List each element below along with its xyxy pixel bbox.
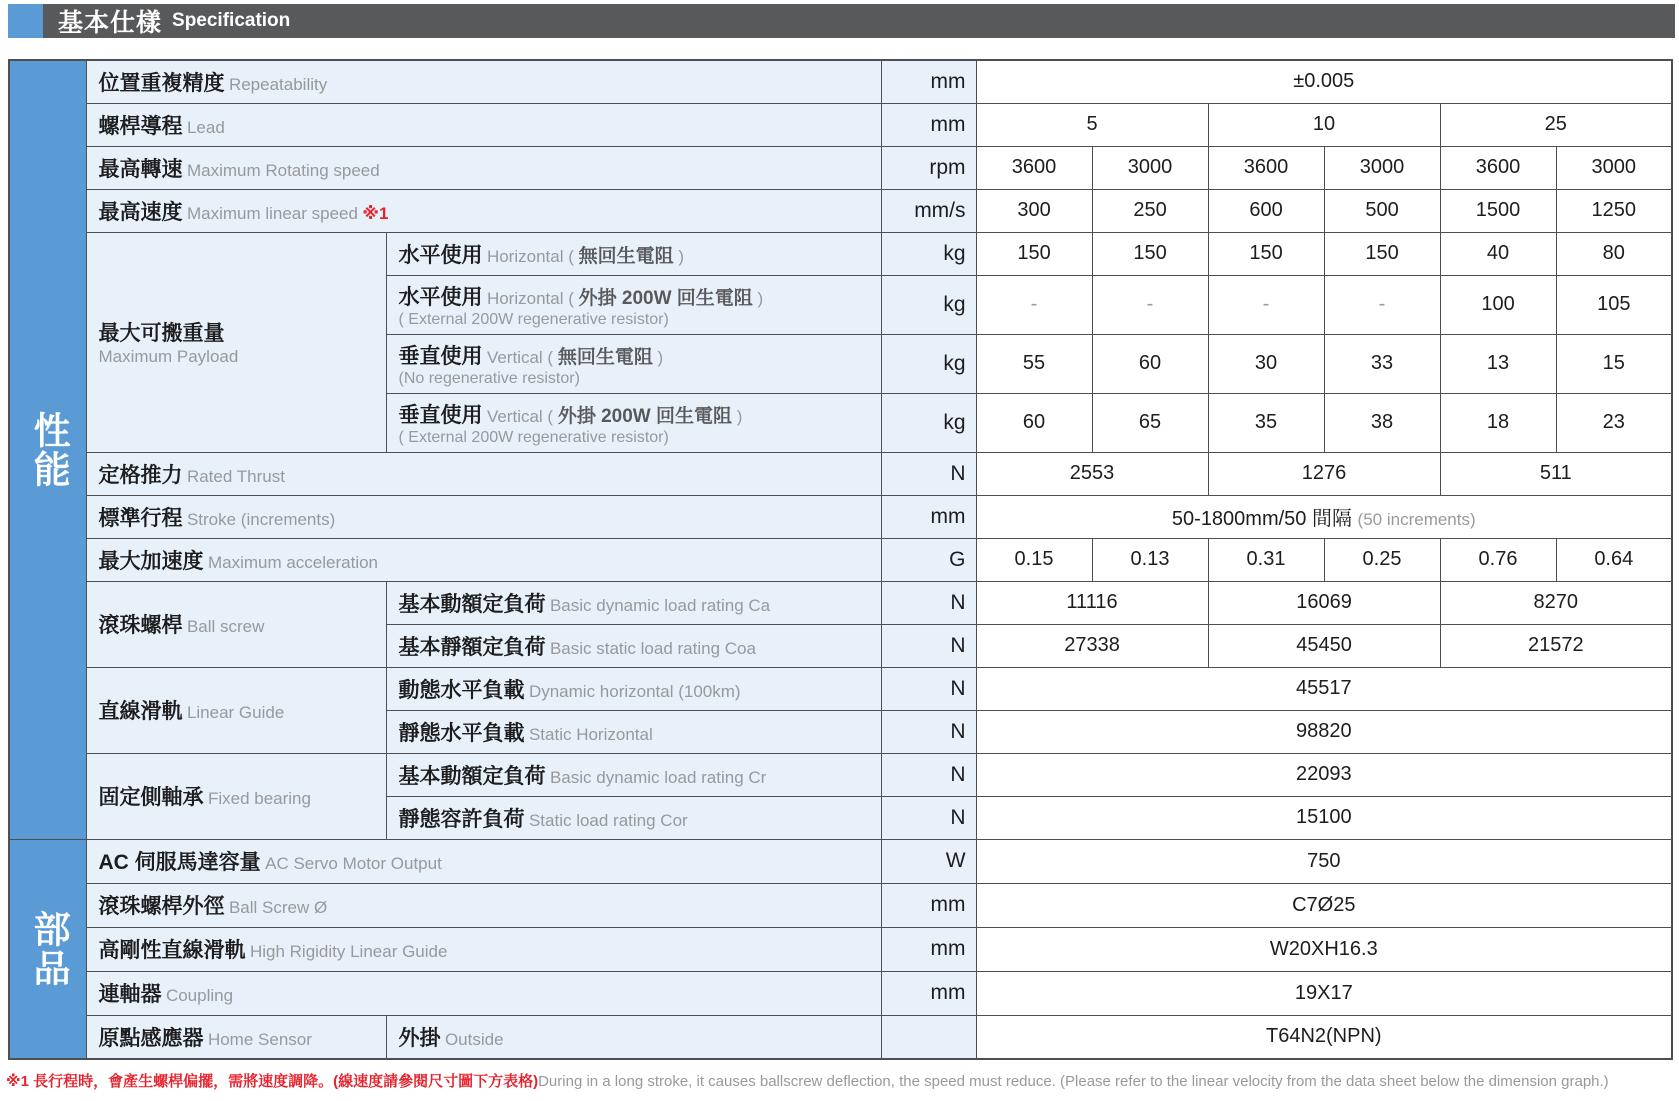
- label-en: AC Servo Motor Output: [265, 854, 442, 873]
- footnote-marker: ※1: [362, 203, 389, 223]
- table-row: [9, 883, 1672, 927]
- group-label-linear-guide: [86, 667, 386, 753]
- value-cell: -: [1092, 275, 1208, 334]
- value-cell: 150: [1208, 232, 1324, 275]
- label-zh: 最高速度: [98, 200, 183, 224]
- table-row: [9, 581, 1672, 624]
- value-cell: 65: [1092, 393, 1208, 452]
- value-cell: 45450: [1208, 624, 1440, 667]
- value-cell: 16069: [1208, 581, 1440, 624]
- label-en: ): [673, 246, 684, 266]
- label-line2: ( External 200W regenerative resistor): [398, 310, 669, 328]
- table-row: [9, 971, 1672, 1015]
- value-cell: 2553: [976, 452, 1208, 495]
- group-label-max-payload: [86, 232, 386, 452]
- label-en: Static Horizontal: [528, 724, 653, 744]
- label-en: Dynamic horizontal (100km): [528, 681, 741, 701]
- label-zh: 螺桿導程: [98, 114, 183, 138]
- page-title-zh: 基本仕樣: [58, 9, 163, 37]
- sublabel-static-load-cor: [386, 796, 881, 839]
- value-cell: W20XH16.3: [976, 927, 1672, 971]
- value-cell: [976, 495, 1672, 538]
- value-cell: 150: [1092, 232, 1208, 275]
- label-zh: 滾珠螺桿: [98, 614, 183, 637]
- footnote: [6, 1073, 1679, 1091]
- label-en: Horizontal (: [486, 288, 579, 308]
- table-row: [9, 667, 1672, 710]
- unit-cell: mm: [881, 883, 976, 927]
- stroke-value-sub: (50 increments): [1357, 510, 1476, 529]
- row-label-servo-output: [86, 839, 881, 883]
- table-row: [9, 538, 1672, 581]
- row-label-rated-thrust: [86, 452, 881, 495]
- label-line2: ( External 200W regenerative resistor): [398, 428, 669, 446]
- sublabel-vertical-no-regen: [386, 334, 881, 393]
- unit-cell: kg: [881, 232, 976, 275]
- unit-cell: N: [881, 581, 976, 624]
- row-label-stroke: [86, 495, 881, 538]
- value-cell: 3000: [1324, 146, 1440, 189]
- row-label-acceleration: [86, 538, 881, 581]
- unit-cell: mm: [881, 495, 976, 538]
- unit-cell: N: [881, 753, 976, 796]
- footnote-gray-text: During in a long stroke, it causes ballscrew deflection, the speed must reduce. (Please refer to the linear velocity from the data sheet below the dimension graph.): [538, 1073, 1609, 1090]
- row-label-lead: [86, 103, 881, 146]
- table-row: [9, 839, 1672, 883]
- page-title-en: Specification: [172, 10, 291, 31]
- title-main-bar: [43, 4, 1675, 38]
- label-en: Static load rating Cor: [528, 810, 688, 830]
- label-zh: 連軸器: [98, 983, 162, 1006]
- value-cell: 150: [1324, 232, 1440, 275]
- label-zh: 最高轉速: [98, 157, 183, 181]
- value-cell: 150: [976, 232, 1092, 275]
- value-cell: 40: [1440, 232, 1556, 275]
- label-en: Fixed bearing: [207, 789, 311, 808]
- value-cell: 5: [976, 103, 1208, 146]
- value-cell: 22093: [976, 753, 1672, 796]
- unit-cell: [881, 1015, 976, 1059]
- label-zh-inner: 無回生電阻: [578, 245, 674, 267]
- unit-cell: G: [881, 538, 976, 581]
- value-cell: 1276: [1208, 452, 1440, 495]
- label-en: Vertical (: [486, 347, 558, 367]
- value-cell: -: [976, 275, 1092, 334]
- label-en: Outside: [444, 1029, 504, 1049]
- value-cell: 55: [976, 334, 1092, 393]
- group-label-fixed-bearing: [86, 753, 386, 839]
- value-cell: 25: [1440, 103, 1672, 146]
- value-cell: 0.25: [1324, 538, 1440, 581]
- value-cell: 3600: [1440, 146, 1556, 189]
- label-zh: 標準行程: [98, 506, 183, 530]
- label-zh: 垂直使用: [398, 403, 483, 427]
- row-label-coupling: [86, 971, 881, 1015]
- label-zh: 高剛性直線滑軌: [98, 939, 246, 962]
- table-row: [9, 753, 1672, 796]
- value-cell: T64N2(NPN): [976, 1015, 1672, 1059]
- value-cell: 1500: [1440, 189, 1556, 232]
- row-label-home-sensor: [86, 1015, 386, 1059]
- label-en: Lead: [186, 117, 225, 137]
- label-en: ): [752, 288, 764, 308]
- label-zh: 直線滑軌: [98, 700, 183, 723]
- value-cell: 27338: [976, 624, 1208, 667]
- sublabel-dynamic-horizontal: [386, 667, 881, 710]
- unit-cell: mm: [881, 927, 976, 971]
- label-zh: 靜態水平負載: [398, 721, 525, 745]
- sublabel-dynamic-load-ca: [386, 581, 881, 624]
- value-cell: 45517: [976, 667, 1672, 710]
- label-zh: 水平使用: [398, 285, 483, 309]
- label-zh: 靜態容許負荷: [398, 807, 525, 831]
- row-label-rigidity-guide: [86, 927, 881, 971]
- stroke-value-main: 50-1800mm/50 間隔: [1171, 508, 1358, 530]
- unit-cell: mm/s: [881, 189, 976, 232]
- label-en: Ball Screw Ø: [228, 898, 328, 917]
- unit-cell: N: [881, 796, 976, 839]
- label-en: Basic static load rating Coa: [549, 638, 756, 658]
- value-cell: 0.76: [1440, 538, 1556, 581]
- label-en: Coupling: [165, 986, 234, 1005]
- label-en: Linear Guide: [186, 703, 285, 722]
- value-cell: 18: [1440, 393, 1556, 452]
- value-cell: 600: [1208, 189, 1324, 232]
- table-row: [9, 146, 1672, 189]
- value-cell: 8270: [1440, 581, 1672, 624]
- label-zh: 定格推力: [98, 463, 183, 487]
- value-cell: C7Ø25: [976, 883, 1672, 927]
- label-zh: 外掛: [398, 1026, 441, 1050]
- label-zh: 垂直使用: [398, 344, 483, 368]
- label-en: Stroke (increments): [186, 509, 336, 529]
- sublabel-dynamic-load-cr: [386, 753, 881, 796]
- label-en: Maximum acceleration: [207, 552, 379, 572]
- label-zh: 動態水平負載: [398, 678, 525, 702]
- value-cell: 300: [976, 189, 1092, 232]
- label-en: Ball screw: [186, 617, 265, 636]
- unit-cell: mm: [881, 103, 976, 146]
- row-label-rotating-speed: [86, 146, 881, 189]
- unit-cell: mm: [881, 60, 976, 103]
- value-cell: 500: [1324, 189, 1440, 232]
- value-cell: 0.15: [976, 538, 1092, 581]
- label-zh: AC 伺服馬達容量: [98, 851, 261, 874]
- label-en: Repeatability: [228, 74, 328, 94]
- value-cell: 105: [1556, 275, 1672, 334]
- value-cell: 60: [1092, 334, 1208, 393]
- unit-cell: rpm: [881, 146, 976, 189]
- table-row: [9, 103, 1672, 146]
- value-cell: 19X17: [976, 971, 1672, 1015]
- unit-cell: W: [881, 839, 976, 883]
- label-zh-inner: 無回生電阻: [557, 346, 653, 368]
- table-row: [9, 452, 1672, 495]
- value-cell: 15: [1556, 334, 1672, 393]
- value-cell: 3600: [976, 146, 1092, 189]
- unit-cell: N: [881, 710, 976, 753]
- table-row: [9, 927, 1672, 971]
- label-en: Basic dynamic load rating Cr: [549, 767, 767, 787]
- value-cell: ±0.005: [976, 60, 1672, 103]
- sublabel-static-horizontal: [386, 710, 881, 753]
- label-zh-inner: 外掛 200W 回生電阻: [557, 405, 733, 427]
- value-cell: 13: [1440, 334, 1556, 393]
- section-label-parts: 部品: [9, 839, 86, 1059]
- group-label-ball-screw: [86, 581, 386, 667]
- sublabel-horizontal-ext-regen: [386, 275, 881, 334]
- row-label-linear-speed: [86, 189, 881, 232]
- value-cell: 0.64: [1556, 538, 1672, 581]
- label-zh: 最大可搬重量: [98, 322, 225, 345]
- sublabel-vertical-ext-regen: [386, 393, 881, 452]
- row-label-ball-screw-diameter: [86, 883, 881, 927]
- spec-table: [8, 59, 1673, 1060]
- label-zh: 位置重複精度: [98, 71, 225, 95]
- value-cell: 33: [1324, 334, 1440, 393]
- sublabel-static-load-coa: [386, 624, 881, 667]
- section-title-bar: [8, 4, 1675, 38]
- label-zh: 基本靜額定負荷: [398, 635, 546, 659]
- label-en: Horizontal (: [486, 246, 579, 266]
- value-cell: 250: [1092, 189, 1208, 232]
- value-cell: 1250: [1556, 189, 1672, 232]
- label-en: Vertical (: [486, 406, 558, 426]
- value-cell: 100: [1440, 275, 1556, 334]
- value-cell: 0.31: [1208, 538, 1324, 581]
- value-cell: 10: [1208, 103, 1440, 146]
- sublabel-horizontal-no-regen: [386, 232, 881, 275]
- unit-cell: kg: [881, 393, 976, 452]
- table-row: [9, 60, 1672, 103]
- value-cell: 0.13: [1092, 538, 1208, 581]
- value-cell: 23: [1556, 393, 1672, 452]
- label-zh: 原點感應器: [98, 1026, 204, 1050]
- value-cell: 3600: [1208, 146, 1324, 189]
- label-en: Maximum Rotating speed: [186, 160, 380, 180]
- unit-cell: mm: [881, 971, 976, 1015]
- label-zh: 基本動額定負荷: [398, 592, 546, 616]
- label-zh: 基本動額定負荷: [398, 764, 546, 788]
- table-row: [9, 189, 1672, 232]
- value-cell: 35: [1208, 393, 1324, 452]
- label-zh: 固定側軸承: [98, 786, 204, 809]
- value-cell: 3000: [1092, 146, 1208, 189]
- label-line2: (No regenerative resistor): [398, 369, 580, 387]
- value-cell: -: [1208, 275, 1324, 334]
- title-accent-square: [8, 4, 43, 38]
- footnote-red-text: ※1 長行程時，會產生螺桿偏擺，需將速度調降。(線速度請參閱尺寸圖下方表格): [6, 1073, 539, 1090]
- unit-cell: N: [881, 624, 976, 667]
- sublabel-outside: [386, 1015, 881, 1059]
- value-cell: 98820: [976, 710, 1672, 753]
- value-cell: 38: [1324, 393, 1440, 452]
- unit-cell: kg: [881, 275, 976, 334]
- value-cell: 15100: [976, 796, 1672, 839]
- label-en: Rated Thrust: [186, 466, 285, 486]
- section-label-performance: 性能: [9, 60, 86, 839]
- label-en: Maximum linear speed: [186, 203, 358, 223]
- table-row: [9, 232, 1672, 275]
- value-cell: 750: [976, 839, 1672, 883]
- value-cell: 11116: [976, 581, 1208, 624]
- unit-cell: kg: [881, 334, 976, 393]
- label-en: ): [652, 347, 664, 367]
- unit-cell: N: [881, 667, 976, 710]
- label-zh: 最大加速度: [98, 549, 204, 573]
- value-cell: -: [1324, 275, 1440, 334]
- label-zh-inner: 外掛 200W 回生電阻: [578, 287, 753, 309]
- value-cell: 511: [1440, 452, 1672, 495]
- label-en: Maximum Payload: [98, 347, 239, 366]
- value-cell: 3000: [1556, 146, 1672, 189]
- value-cell: 60: [976, 393, 1092, 452]
- label-en: Home Sensor: [207, 1029, 312, 1049]
- label-en: Basic dynamic load rating Ca: [549, 595, 771, 615]
- label-en: High Rigidity Linear Guide: [249, 942, 448, 961]
- value-cell: 80: [1556, 232, 1672, 275]
- value-cell: 21572: [1440, 624, 1672, 667]
- label-zh: 水平使用: [398, 243, 483, 267]
- value-cell: 30: [1208, 334, 1324, 393]
- table-row: [9, 495, 1672, 538]
- label-en: ): [732, 406, 743, 426]
- unit-cell: N: [881, 452, 976, 495]
- row-label-repeatability: [86, 60, 881, 103]
- label-zh: 滾珠螺桿外徑: [98, 895, 225, 918]
- table-row: [9, 1015, 1672, 1059]
